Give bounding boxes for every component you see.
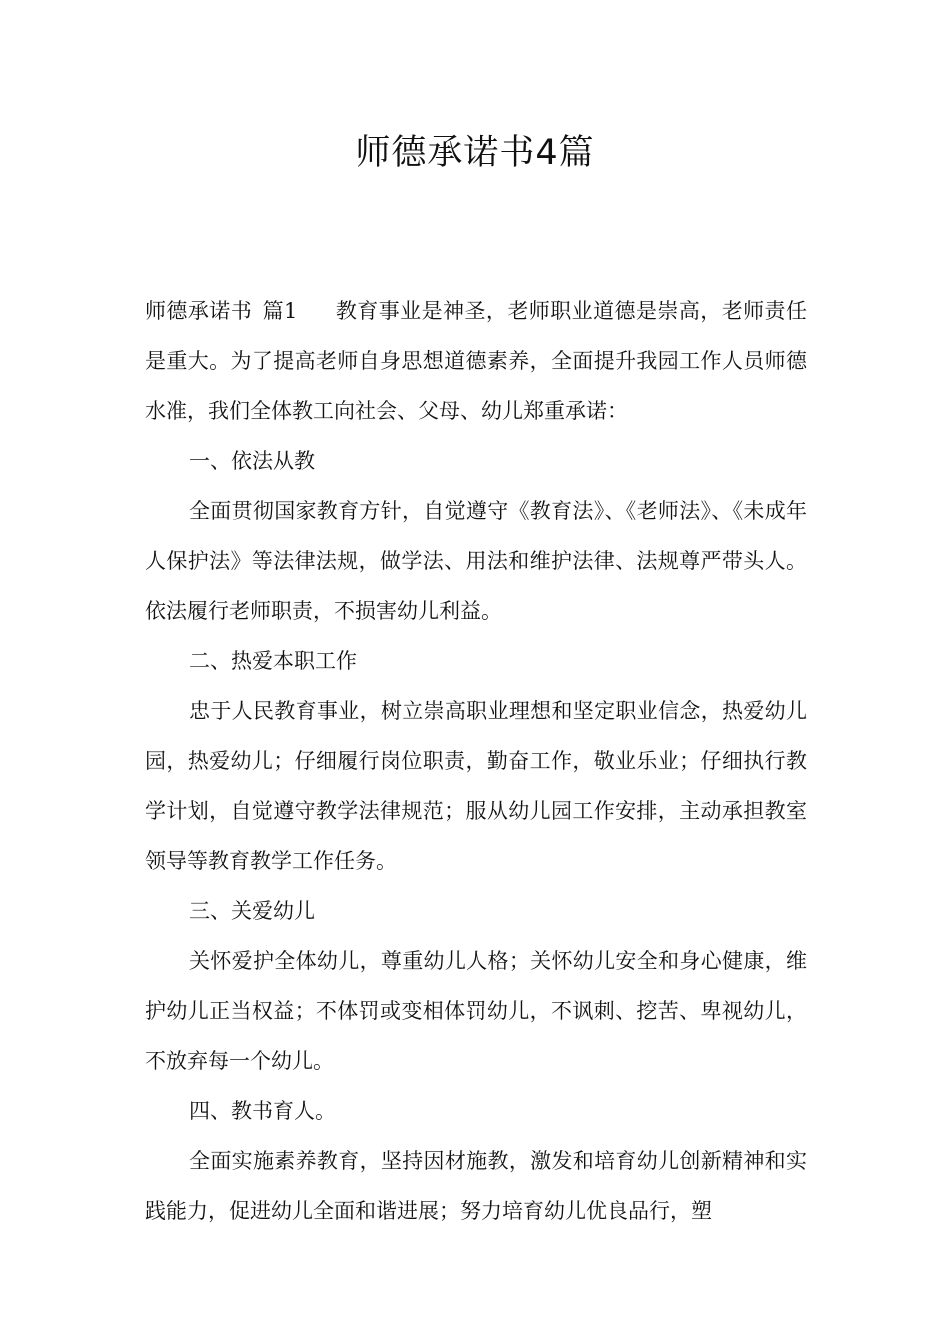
section-heading: 一、依法从教 — [189, 449, 315, 473]
section-paragraph: 全面贯彻国家教育方针，自觉遵守《教育法》、《老师法》、《未成年人保护法》等法律法规，做学法、用法和维护法律、法规尊严带头人。依法履行老师职责，不损害幼儿利益。 — [145, 499, 807, 623]
section-paragraph: 忠于人民教育事业，树立崇高职业理想和坚定职业信念，热爱幼儿园，热爱幼儿；仔细履行岗位职责，勤奋工作，敬业乐业；仔细执行教学计划，自觉遵守教学法律规范；服从幼儿园工作安排，主动承担教室领导等教育教学工作任务。 — [145, 699, 807, 873]
intro-label-number: 篇1 — [262, 299, 298, 323]
document-body — [145, 286, 807, 1236]
intro-text: 教育事业是神圣，老师职业道德是崇高，老师责任是重大。为了提高老师自身思想道德素养，全面提升我园工作人员师德水准，我们全体教工向社会、父母、幼儿郑重承诺： — [145, 299, 807, 423]
section-heading: 三、关爱幼儿 — [189, 899, 315, 923]
section-paragraph: 全面实施素养教育，坚持因材施教，激发和培育幼儿创新精神和实践能力，促进幼儿全面和谐进展；努力培育幼儿优良品行，塑 — [145, 1149, 807, 1223]
document-title: 师德承诺书4篇 — [355, 133, 595, 173]
section-heading: 二、热爱本职工作 — [189, 649, 357, 673]
section-paragraph: 关怀爱护全体幼儿，尊重幼儿人格；关怀幼儿安全和身心健康，维护幼儿正当权益；不体罚或变相体罚幼儿，不讽刺、挖苦、卑视幼儿，不放弃每一个幼儿。 — [145, 949, 807, 1073]
intro-paragraph — [145, 286, 807, 436]
section-heading: 四、教书育人。 — [189, 1099, 336, 1123]
intro-label-name: 师德承诺书 — [145, 299, 253, 323]
